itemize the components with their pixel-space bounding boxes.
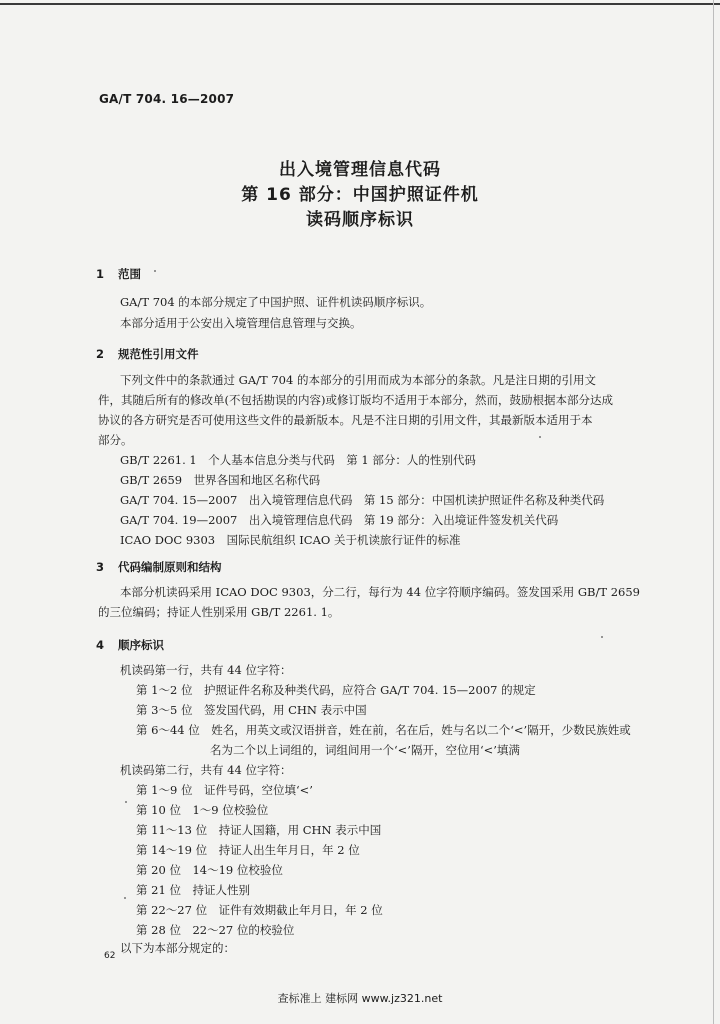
paragraph: 本部分适用于公安出入境管理信息管理与交换。 bbox=[120, 316, 362, 330]
list-item: 第 3～5 位 签发国代码，用 CHN 表示中国 bbox=[136, 703, 367, 717]
section-number: 1 bbox=[96, 267, 105, 281]
list-item: 第 28 位 22～27 位的校验位 bbox=[136, 923, 295, 937]
list-item: 第 1～2 位 护照证件名称及种类代码，应符合 GA/T 704. 15—2007 的规定 bbox=[136, 683, 536, 697]
standard-code: GA/T 704. 16—2007 bbox=[99, 92, 235, 106]
section-3-heading bbox=[96, 559, 222, 575]
page-number: 62 bbox=[104, 951, 116, 961]
paragraph: GA/T 704 的本部分规定了中国护照、证件机读码顺序标识。 bbox=[120, 295, 432, 309]
list-item: 第 14～19 位 持证人出生年月日，年 2 位 bbox=[136, 843, 360, 857]
list-item: 第 21 位 持证人性别 bbox=[136, 883, 250, 897]
scan-border-right bbox=[713, 0, 714, 1024]
footer-watermark: 查标准上 建标网 www.jz321.net bbox=[277, 992, 443, 1005]
section-4-heading bbox=[96, 637, 164, 653]
paragraph-line: 件，其随后所有的修改单(不包括勘误的内容)或修订版均不适用于本部分，然而，鼓励根据本部分达成 bbox=[98, 393, 613, 407]
section-title: 顺序标识 bbox=[118, 638, 164, 652]
section-title: 代码编制原则和结构 bbox=[118, 560, 222, 574]
scan-speck bbox=[125, 801, 127, 803]
reference-item: GA/T 704. 15—2007 出入境管理信息代码 第 15 部分：中国机读护照证件名称及种类代码 bbox=[120, 493, 605, 507]
reference-item: GB/T 2261. 1 个人基本信息分类与代码 第 1 部分：人的性别代码 bbox=[120, 453, 476, 467]
section-number: 2 bbox=[96, 347, 105, 361]
section-1-heading bbox=[96, 266, 141, 282]
list-item: 第 6～44 位 姓名，用英文或汉语拼音，姓在前，名在后，姓与名以二个‘<’隔开，少数民族姓或 bbox=[136, 723, 631, 737]
reference-item: GA/T 704. 19—2007 出入境管理信息代码 第 19 部分：入出境证件签发机关代码 bbox=[120, 513, 559, 527]
list-item: 第 1～9 位 证件号码，空位填‘<’ bbox=[136, 783, 313, 797]
paragraph-line: 本部分机读码采用 ICAO DOC 9303，分二行，每行为 44 位字符顺序编码。签发国采用 GB/T 2659 bbox=[120, 585, 640, 599]
section-title: 规范性引用文件 bbox=[118, 347, 199, 361]
list-item: 第 10 位 1～9 位校验位 bbox=[136, 803, 269, 817]
scan-speck bbox=[539, 436, 541, 438]
list-item: 第 11～13 位 持证人国籍，用 CHN 表示中国 bbox=[136, 823, 382, 837]
title-line-2: 第 16 部分：中国护照证件机 bbox=[241, 185, 479, 205]
list-item: 第 22～27 位 证件有效期截止年月日，年 2 位 bbox=[136, 903, 383, 917]
paragraph-line: 的三位编码；持证人性别采用 GB/T 2261. 1。 bbox=[98, 605, 340, 619]
section-2-heading bbox=[96, 346, 199, 362]
section-number: 4 bbox=[96, 638, 105, 652]
section-title: 范围 bbox=[118, 267, 141, 281]
scan-border-top bbox=[0, 3, 720, 5]
reference-item: GB/T 2659 世界各国和地区名称代码 bbox=[120, 473, 321, 487]
list-item-continued: 名为二个以上词组的，词组间用一个‘<’隔开，空位用‘<’填满 bbox=[210, 743, 520, 757]
paragraph-line: 协议的各方研究是否可使用这些文件的最新版本。凡是不注日期的引用文件，其最新版本适用于本 bbox=[98, 413, 593, 427]
paragraph-line: 下列文件中的条款通过 GA/T 704 的本部分的引用而成为本部分的条款。凡是注日期的引用文 bbox=[120, 373, 596, 387]
list-intro: 机读码第二行，共有 44 位字符： bbox=[120, 763, 292, 777]
title-line-1: 出入境管理信息代码 bbox=[279, 160, 441, 180]
list-item: 第 20 位 14～19 位校验位 bbox=[136, 863, 283, 877]
list-intro: 机读码第一行，共有 44 位字符： bbox=[120, 663, 292, 677]
reference-item: ICAO DOC 9303 国际民航组织 ICAO 关于机读旅行证件的标准 bbox=[120, 533, 461, 547]
scan-speck bbox=[601, 636, 603, 638]
paragraph-line: 部分。 bbox=[98, 433, 133, 447]
section-number: 3 bbox=[96, 560, 105, 574]
scan-speck bbox=[154, 270, 156, 272]
title-line-3: 读码顺序标识 bbox=[306, 210, 414, 230]
scan-speck bbox=[124, 897, 126, 899]
closing-line: 以下为本部分规定的： bbox=[120, 941, 235, 955]
